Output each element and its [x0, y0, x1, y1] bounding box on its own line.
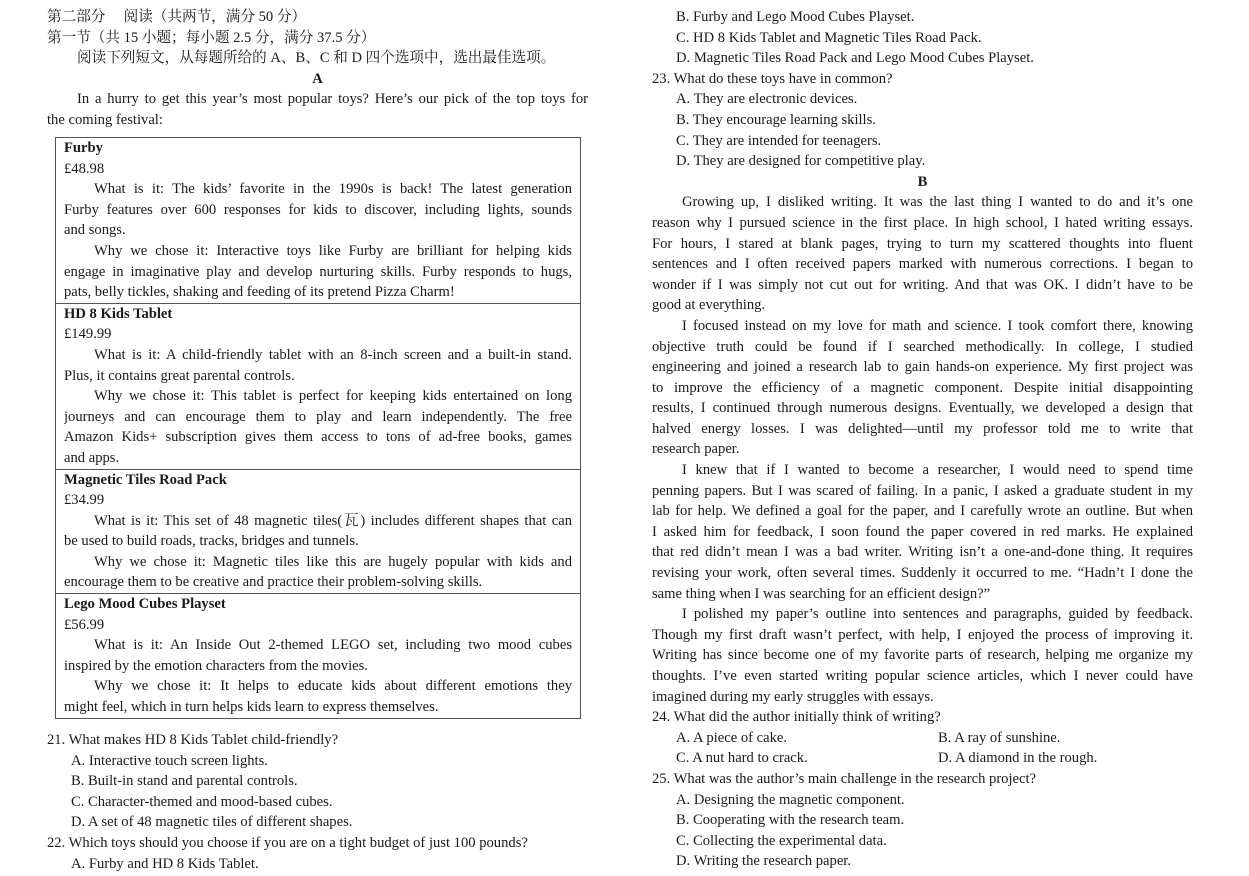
paragraph-line: objective truth could be found if I searched methodically. In college, I studied	[652, 338, 1193, 355]
paragraph-line: sentences and I often received papers marked with numerous corrections. I began to	[652, 256, 1193, 273]
product-line: inspired by the emotion characters from the movies.	[64, 657, 368, 674]
question-21: 21. What makes HD 8 Kids Tablet child-friendly?	[47, 732, 339, 748]
option[interactable]: A. Furby and HD 8 Kids Tablet.	[71, 855, 259, 872]
product-price: £48.98	[64, 160, 105, 177]
paragraph-line: I knew that if I wanted to become a researcher, I would need to spend time	[682, 462, 1193, 479]
product-magnetic-tiles	[56, 470, 580, 595]
paragraph-line: reason why I pursued science in the first place. In high school, I hated writing essays.	[652, 214, 1193, 231]
paragraph	[652, 316, 1193, 460]
option[interactable]: A. Designing the magnetic component.	[676, 791, 905, 808]
product-line: Plus, it contains great parental controls.	[64, 367, 295, 384]
option[interactable]: D. A diamond in the rough.	[938, 750, 1098, 767]
option-row	[652, 728, 1193, 749]
option[interactable]: C. They are intended for teenagers.	[676, 132, 882, 149]
paragraph-line: engineering and joined a research lab to gain hands-on experience. My first project was	[652, 359, 1193, 376]
product-table	[55, 137, 581, 719]
product-line: Why we chose it: Interactive toys like Furby are brilliant for helping kids	[94, 242, 572, 259]
product-line: What is it: An Inside Out 2-themed LEGO set, including two mood cubes	[94, 637, 572, 654]
option[interactable]: B. They encourage learning skills.	[676, 111, 876, 128]
passage-a-intro: In a hurry to get this year’s most popular toys? Here’s our pick of the top toys for	[77, 91, 588, 108]
paragraph	[652, 604, 1193, 707]
product-line: Why we chose it: Magnetic tiles like this are hugely popular with kids and	[94, 553, 572, 570]
product-line: and songs.	[64, 222, 126, 239]
question-25: 25. What was the author’s main challenge in the research project?	[652, 770, 1037, 787]
paragraph-line: research paper.	[652, 441, 740, 458]
paragraph-line: I asked him for feedback, I soon found the paper covered in red marks. He explained	[652, 523, 1193, 540]
paragraph-line: same thing when I was searching for an efficient design?”	[652, 585, 991, 602]
product-line: What is it: The kids’ favorite in the 1990s is back! The latest generation	[94, 181, 572, 198]
right-column	[652, 0, 1193, 872]
option[interactable]: B. Built-in stand and parental controls.	[71, 773, 298, 790]
paragraph	[652, 192, 1193, 316]
paragraph-line: that red didn’t mean I was a bad writer. Writing isn’t a one-and-done thing. It requires	[652, 544, 1193, 561]
paragraph-line: For hours, I stared at blank pages, trying to turn my scattered thoughts into fluent	[652, 235, 1193, 252]
product-lego-mood-cubes	[56, 594, 580, 718]
paragraph-line: penning papers. But I was scared of failing. In a panic, I asked a graduate student in my	[652, 482, 1193, 499]
option[interactable]: A. They are electronic devices.	[676, 91, 858, 108]
paragraph-line: Writing has since become one of my favorite parts of research, helping me organize my	[652, 647, 1193, 664]
option-row	[652, 748, 1193, 769]
product-furby	[56, 138, 580, 304]
product-hd8-tablet	[56, 304, 580, 470]
passage-a-label: A	[312, 70, 323, 87]
product-price: £149.99	[64, 326, 112, 343]
paragraph-line: to improve the efficiency of a magnetic component. Despite initial disappointing	[652, 379, 1193, 396]
question-24: 24. What did the author initially think of writing?	[652, 709, 941, 726]
option[interactable]: D. Magnetic Tiles Road Pack and Lego Mood Cubes Playset.	[676, 50, 1034, 67]
product-line: What is it: This set of 48 magnetic tiles(瓦) includes different shapes that can	[94, 512, 572, 529]
paragraph-line: I polished my paper’s outline into sentences and paragraphs, guided by feedback.	[682, 606, 1193, 623]
option[interactable]: B. Furby and Lego Mood Cubes Playset.	[676, 9, 915, 25]
passage-a-intro: the coming festival:	[47, 111, 163, 128]
product-line: might feel, which in turn helps kids learn to express themselves.	[64, 699, 439, 716]
product-line: What is it: A child-friendly tablet with an 8-inch screen and a built-in stand.	[94, 346, 572, 363]
option[interactable]: A. Interactive touch screen lights.	[71, 752, 268, 769]
option[interactable]: C. HD 8 Kids Tablet and Magnetic Tiles Road Pack.	[676, 29, 982, 46]
product-line: Furby features over 600 responses for kids to discover, including lights, sounds	[64, 201, 572, 218]
option[interactable]: B. A ray of sunshine.	[938, 729, 1061, 746]
product-price: £56.99	[64, 616, 105, 633]
question-23: 23. What do these toys have in common?	[652, 70, 893, 87]
option[interactable]: A. A piece of cake.	[676, 729, 788, 746]
product-price: £34.99	[64, 492, 105, 509]
product-line: Why we chose it: It helps to educate kids about different emotions they	[94, 678, 572, 695]
product-line: engage in imaginative play and develop nurturing skills. Furby responds to hugs,	[64, 263, 572, 280]
paragraph-line: thoughts. I’ve even started writing popular science articles, which I never could have	[652, 668, 1193, 684]
option[interactable]: D. A set of 48 magnetic tiles of different shapes.	[71, 814, 353, 831]
paragraph-line: lab for help. We defined a goal for the paper, and I carefully wrote an outline. But when	[652, 503, 1193, 520]
paragraph-line: imagined during my early struggles with essays.	[652, 688, 934, 705]
paragraph-line: halved energy losses. I was delighted—until my professor told me to write that	[652, 420, 1193, 437]
product-line: and apps.	[64, 449, 120, 466]
left-column	[47, 0, 588, 131]
option[interactable]: D. They are designed for competitive play.	[676, 153, 926, 170]
product-name: HD 8 Kids Tablet	[64, 305, 173, 322]
product-name: Lego Mood Cubes Playset	[64, 596, 226, 613]
product-name: Magnetic Tiles Road Pack	[64, 471, 227, 488]
questions-left	[47, 730, 588, 874]
product-line: Why we chose it: This tablet is perfect for keeping kids entertained on long	[94, 388, 572, 405]
part-title: 第二部分 阅读（共两节，满分 50 分）	[47, 9, 307, 25]
paragraph-line: good at everything.	[652, 297, 766, 314]
product-line: be used to build roads, tracks, bridges and tunnels.	[64, 533, 359, 550]
question-22: 22. Which toys should you choose if you are on a tight budget of just 100 pounds?	[47, 834, 528, 851]
option[interactable]: C. A nut hard to crack.	[676, 750, 808, 767]
paragraph-line: Though my first draft wasn’t perfect, with help, I enjoyed the process of improving it.	[652, 626, 1193, 643]
paragraph	[652, 460, 1193, 604]
section-title: 第一节（共 15 小题；每小题 2.5 分，满分 37.5 分）	[47, 29, 376, 46]
option[interactable]: D. Writing the research paper.	[676, 853, 852, 870]
passage-b-label: B	[917, 173, 928, 190]
paragraph-line: revising your work, often several times. Suddenly it occurred to me. “Hadn’t I done the	[652, 565, 1193, 582]
option[interactable]: C. Character-themed and mood-based cubes.	[71, 793, 333, 810]
paragraph-line: Growing up, I disliked writing. It was the last thing I wanted to do and it’s one	[682, 194, 1193, 211]
option[interactable]: B. Cooperating with the research team.	[676, 812, 905, 829]
product-line: encourage them to be creative and practice their problem-solving skills.	[64, 574, 483, 591]
instruction: 阅读下列短文，从每题所给的 A、B、C 和 D 四个选项中，选出最佳选项。	[77, 50, 556, 67]
paragraph-line: wonder if I was simply not cut out for writing. And that was OK. I didn’t have to be	[652, 276, 1193, 293]
option[interactable]: C. Collecting the experimental data.	[676, 832, 887, 849]
product-line: journeys and can encourage them to play and learn independently. The free	[64, 408, 572, 425]
product-line: pats, belly tickles, shaking and feeding of its pretend Pizza Charm!	[64, 284, 455, 301]
paragraph-line: results, I continued through numerous designs. Eventually, we developed a design that	[652, 400, 1193, 417]
product-name: Furby	[64, 140, 103, 156]
paragraph-line: I focused instead on my love for math and science. I took comfort there, knowing	[682, 317, 1193, 334]
product-line: Amazon Kids+ subscription gives them access to tons of ad-free books, games	[64, 429, 572, 446]
